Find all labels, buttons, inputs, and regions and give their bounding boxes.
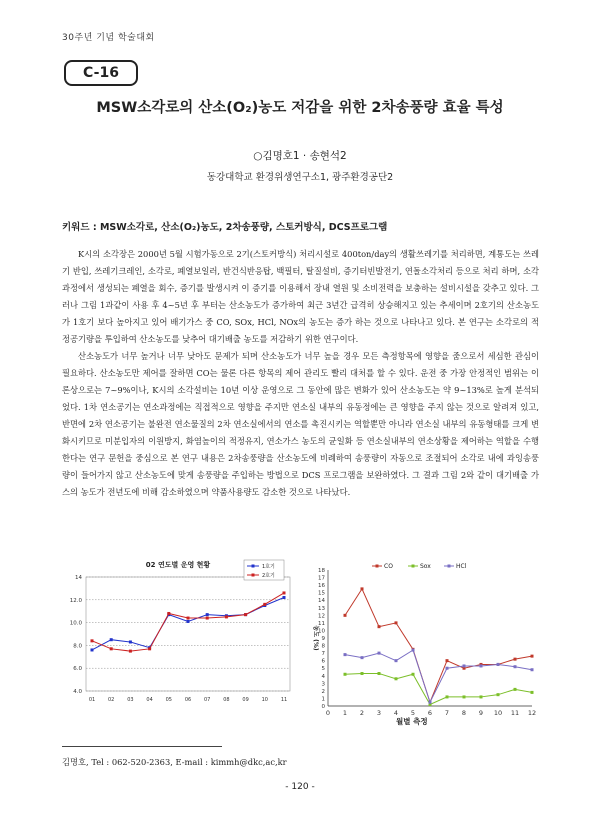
chart1-ytick-label: 8.0 [73, 643, 82, 650]
chart2-legend-label: Sox [420, 563, 431, 570]
chart1-legend-label: 2호기 [262, 573, 275, 579]
chart1-data-point [244, 613, 247, 616]
chart1-ytick-label: 12.0 [69, 597, 82, 604]
chart2-data-point [344, 673, 347, 676]
chart1-ytick-label: 4.0 [73, 689, 82, 695]
chart1-data-point [167, 612, 170, 615]
chart2-data-point [531, 691, 534, 694]
paragraph-2: 산소농도가 너무 높거나 너무 낮아도 문제가 되며 산소농도가 너무 높을 경우 모든 측정항목에 영향을 줌으로서 세심한 관심이 필요하다. 산소농도만 제어를 잘하면 CO는 물론 다른 항목의 제어 관리도 빨리 대처를 할 수 있다. 운전 중 가장 안정적인 범위는 이론상으로는 7~9%이나, K시의 소각설비는 10년 이상 운영으로 그 동안에 많은 변화가 있어 산소농도는 약 9~13%로 높게 분석되었다. 1차 연소공기는 연소과정에는 직접적으로 영향을 주지만 연소실 내부의 유동정에는 큰 영향을 주지 않는 것으로 알려져 있고, 반면에 2차 연소공기는 불완전 연소물질의 2차 연소실에서의 연소를 촉진시키는 역할뿐만 아니라 연소실 내부의 유동형태를 크게 변화시키므로 미분입자의 이원방지, 화염높이의 적정유지, 연소가스 농도의 균일화 등 연소실내부의 연소상황을 제어하는 역할을 수행한다는 연구 문헌을 중심으로 본 연구 내용은 2차송풍량을 산소농도에 비례하여 송풍량이 자동으로 조절되어 소각로 내에 과잉송풍량이 들어가지 않고 산소농도에 맞게 송풍량을 주입하는 방법으로 DCS 프로그램을 보완하였다. 그 결과 그림 2와 같이 대기배출 가스의 농도가 전년도에 비해 감소하였으며 약품사용량도 감소한 것으로 나타났다. [62, 351, 539, 497]
chart2-data-point [429, 701, 432, 704]
chart1-data-point [148, 647, 151, 650]
conference-header: 30주년 기념 학술대회 [62, 33, 155, 43]
chart2-data-point [412, 649, 415, 652]
chart2-data-point [531, 668, 534, 671]
chart1-xtick-label: 05 [165, 697, 172, 703]
chart2-ytick-label: 10 [318, 628, 325, 635]
chart1-xtick-label: 06 [184, 697, 192, 703]
chart2-ytick-label: 9 [321, 636, 325, 642]
chart2-data-point [497, 693, 500, 696]
chart2-ytick-label: 7 [321, 651, 325, 658]
chart2-xtick-label: 8 [461, 709, 467, 717]
chart2-data-point [344, 614, 347, 617]
chart1-data-point [225, 615, 228, 618]
chart1-data-point [129, 650, 132, 653]
paper-code-badge: C-16 [64, 60, 138, 86]
chart1-title: 02 연도별 운영 현황 [145, 561, 211, 569]
chart2-xtick-label: 11 [510, 709, 520, 717]
chart2-data-point [378, 625, 381, 628]
chart2-ytick-label: 17 [318, 575, 325, 582]
chart2-data-point [514, 658, 517, 661]
chart2-xtick-label: 0 [325, 709, 331, 717]
chart2-data-point [514, 688, 517, 691]
chart1-data-point [263, 603, 266, 606]
chart2-ytick-label: 3 [321, 681, 325, 688]
authors-line: ○김명호1 · 송현석2 [253, 150, 347, 162]
paper-title: MSW소각로의 산소(O₂)농도 저감을 위한 2차송풍량 효율 특성 [96, 100, 504, 116]
chart2-ytick-label: 14 [318, 598, 325, 605]
chart2-data-point [361, 656, 364, 659]
chart2-ytick-label: 0 [321, 704, 325, 710]
chart2-ytick-label: 1 [321, 696, 325, 703]
chart1-data-point [187, 617, 190, 620]
chart1-legend-label: 1호기 [262, 564, 275, 570]
annual-operation-chart [54, 555, 298, 715]
chart2-xlabel: 월별 측정 [396, 717, 428, 726]
chart1-data-point [283, 591, 286, 594]
chart1-ytick-label: 10.0 [69, 620, 82, 627]
chart1-xtick-label: 11 [280, 697, 288, 703]
chart2-data-point [395, 659, 398, 662]
chart2-legend-marker [412, 565, 415, 568]
chart1-plot-frame [86, 577, 290, 691]
chart1-series-line [92, 598, 284, 650]
chart2-data-point [395, 621, 398, 624]
chart2-data-point [463, 664, 466, 667]
chart1-xtick-label: 07 [204, 697, 211, 703]
chart1-data-point [91, 648, 94, 651]
chart2-data-point [378, 672, 381, 675]
chart1-data-point [110, 638, 113, 641]
chart2-legend-label: HCl [456, 563, 467, 570]
chart1-xtick-label: 04 [146, 697, 153, 703]
chart2-ytick-label: 18 [318, 568, 325, 574]
chart2-xtick-label: 3 [376, 709, 382, 717]
chart2-data-point [395, 677, 398, 680]
chart2-ytick-label: 15 [318, 590, 325, 597]
chart1-legend-marker [252, 565, 255, 568]
chart2-ytick-label: 8 [321, 643, 325, 650]
chart2-data-point [412, 673, 415, 676]
footnote: 김명호, Tel : 062-520-2363, E-mail : kimmh@dkc,ac,kr [62, 757, 287, 767]
chart2-data-point [361, 587, 364, 590]
chart1-xtick-label: 09 [242, 697, 249, 703]
chart1-xtick-label: 02 [108, 697, 115, 703]
chart2-series-line [345, 674, 532, 705]
monthly-concentration-chart [310, 560, 538, 718]
chart2-xtick-label: 4 [393, 709, 399, 717]
chart2-data-point [497, 663, 500, 666]
chart2-data-point [446, 695, 449, 698]
affiliation-line: 동강대학교 환경위생연구소1, 광주환경공단2 [206, 172, 394, 183]
chart2-legend-marker [448, 565, 451, 568]
chart2-data-point [344, 653, 347, 656]
chart1-legend-marker [252, 574, 255, 577]
chart2-xtick-label: 2 [359, 709, 365, 717]
chart1-data-point [206, 613, 209, 616]
chart1-ytick-label: 6.0 [73, 666, 82, 673]
chart1-xtick-label: 08 [223, 697, 230, 703]
chart2-legend-label: CO [384, 563, 393, 570]
chart2-xtick-label: 9 [478, 709, 484, 717]
chart2-data-point [480, 664, 483, 667]
chart2-ytick-label: 12 [318, 613, 325, 620]
chart2-xtick-label: 10 [493, 709, 503, 717]
chart2-xtick-label: 5 [410, 709, 416, 717]
chart2-ytick-label: 5 [321, 666, 325, 673]
chart2-ytick-label: 11 [318, 620, 325, 627]
chart2-ytick-label: 2 [321, 688, 325, 695]
chart1-data-point [206, 617, 209, 620]
paragraph-1: K시의 소각장은 2000년 5월 시험가동으로 2기(스토커방식) 처리시설로 400ton/day의 생활쓰레기를 처리하면, 계통도는 쓰레기 반입, 쓰레기크레인, 소각로, 폐열보일러, 반건식반응탑, 백필터, 탈질설비, 증기터빈발전기, 연돌소각처리 등으로 처리 하며, 소각과정에서 생성되는 폐열을 회수, 증기를 발생시켜 이 증기를 이용해서 장내 열원 및 소비전력을 보충하는 설비시설을 갖추고 있다. 그러나 그림 1과같이 사용 후 4~5년 후 부터는 산소농도가 증가하여 최근 3년간 급격히 상승해지고 있는 추세이며 2호기의 산소농도가 1호기 보다 높아지고 있어 배기가스 중 CO, SOx, HCl, NOx의 농도는 증가 하는 것으로 나타나고 있다. 본 연구는 소각로의 적정공기량을 투입하여 산소농도를 낮추어 대기배출 농도를 저감하기 위한 연구이다. [62, 249, 539, 344]
chart2-data-point [361, 672, 364, 675]
chart1-xtick-label: 03 [127, 697, 134, 703]
chart2-series-line [345, 650, 532, 702]
chart1-data-point [91, 639, 94, 642]
chart2-ylabel: 농도 (%) [312, 625, 319, 651]
chart2-data-point [446, 659, 449, 662]
keywords-line: 키워드 : MSW소각로, 산소(O₂)농도, 2차송풍량, 스토커방식, DCS프로그램 [62, 222, 388, 233]
chart2-ytick-label: 13 [318, 605, 325, 612]
chart1-data-point [187, 620, 190, 623]
chart1-xtick-label: 01 [88, 697, 96, 703]
body-text [62, 246, 539, 501]
chart1-data-point [283, 596, 286, 599]
chart2-legend-marker [376, 565, 379, 568]
chart2-data-point [514, 665, 517, 668]
chart2-data-point [480, 695, 483, 698]
chart2-data-point [531, 655, 534, 658]
chart2-data-point [378, 652, 381, 655]
chart2-xtick-label: 12 [527, 709, 537, 717]
chart1-ytick-label: 14 [75, 575, 82, 581]
chart1-data-point [110, 647, 113, 650]
chart2-data-point [446, 667, 449, 670]
chart1-xtick-label: 10 [261, 697, 268, 703]
footnote-rule [62, 746, 222, 747]
chart2-ytick-label: 16 [318, 583, 325, 590]
chart2-ytick-label: 6 [321, 658, 325, 665]
chart2-xtick-label: 6 [427, 709, 433, 717]
chart1-data-point [129, 640, 132, 643]
chart2-xtick-label: 1 [342, 709, 348, 717]
chart2-ytick-label: 4 [321, 673, 325, 680]
page-number: - 120 - [285, 782, 315, 792]
chart2-data-point [463, 695, 466, 698]
chart2-xtick-label: 7 [444, 709, 450, 717]
